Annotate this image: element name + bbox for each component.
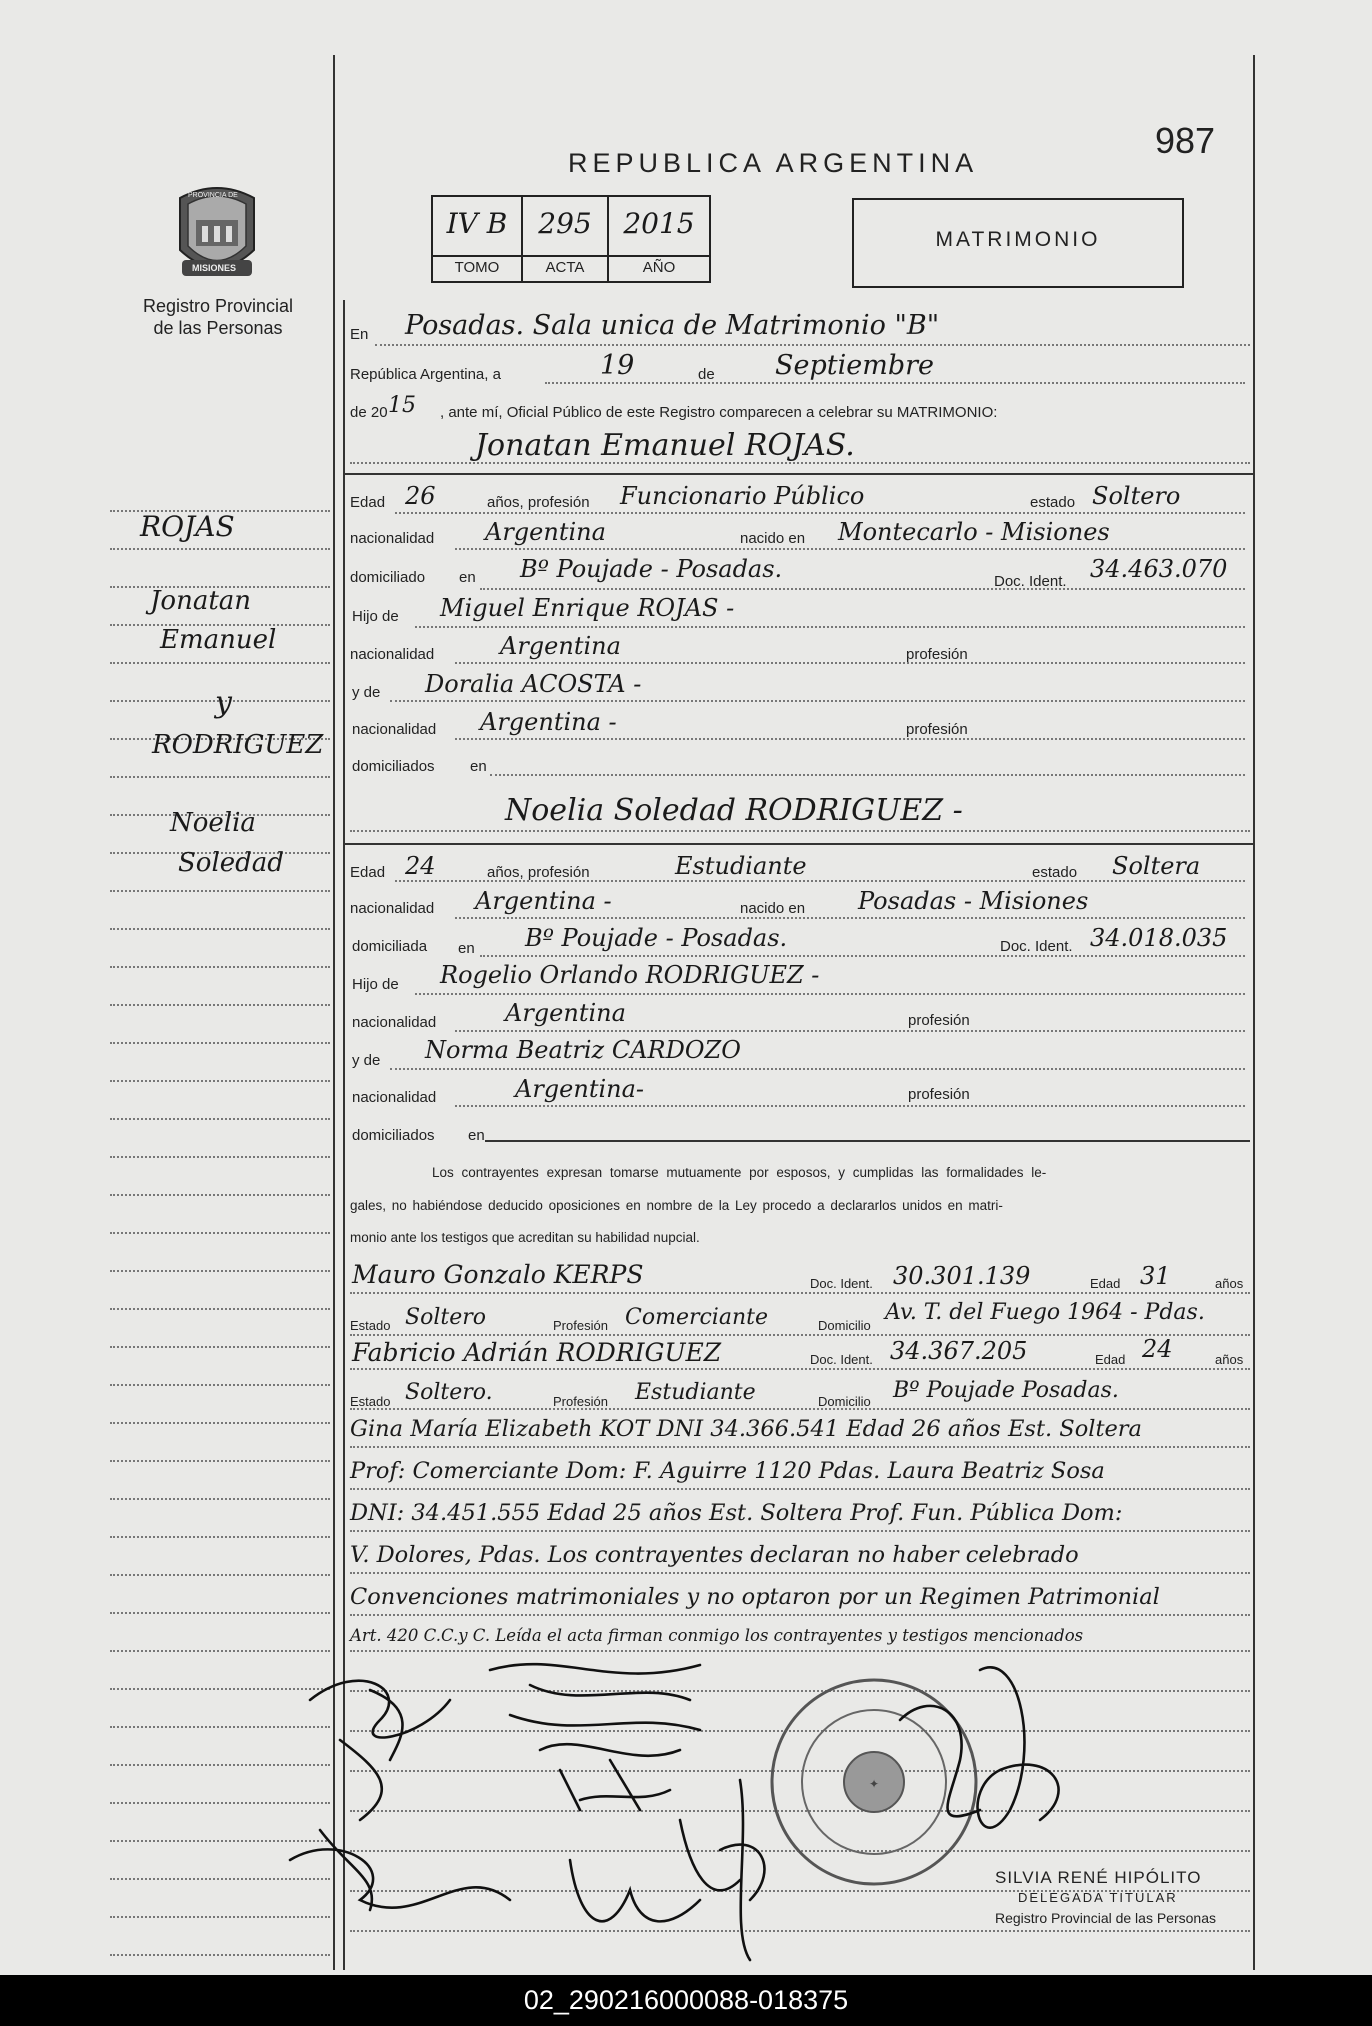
year-prefix: de 20 [350, 404, 388, 421]
groom-mother-nac-label: nacionalidad [352, 721, 437, 738]
country-title: REPUBLICA ARGENTINA [568, 148, 979, 178]
bride-domiciliados-label: domiciliados [352, 1127, 435, 1144]
groom-dom-value: Bº Poujade - Posadas. [520, 555, 783, 583]
bride-dom-en: en [458, 940, 475, 957]
groom-anos-label: años, profesión [487, 494, 590, 511]
bride-mother-nac-label: nacionalidad [352, 1089, 437, 1106]
notes-line5: Convenciones matrimoniales y no optaron por un Regimen Patrimonial [350, 1584, 1160, 1610]
witness1-prof-label: Profesión [553, 1318, 608, 1333]
witness1-edad: 31 [1140, 1262, 1171, 1290]
bride-dom-label: domiciliada [352, 938, 428, 955]
groom-nac-value: Argentina [485, 518, 606, 546]
bride-dom-value: Bº Poujade - Posadas. [525, 924, 788, 952]
declaration-line2: gales, no habiéndose deducido oposiciones en nombre de la Ley procedo a declararlos unidos en matri- [350, 1198, 1003, 1213]
witness2-estado: Soltero. [405, 1380, 493, 1405]
notes-line3: DNI: 34.451.555 Edad 25 años Est. Soltera Prof. Fun. Pública Dom: [350, 1500, 1123, 1526]
acta-value: 295 [538, 207, 592, 240]
groom-estado-label: estado [1030, 494, 1076, 511]
intro-text: , ante mí, Oficial Público de este Registro comparecen a celebrar su MATRIMONIO: [440, 404, 998, 421]
en-label: En [350, 326, 369, 343]
bride-profesion-value: Estudiante [675, 852, 807, 880]
bride-doc-value: 34.018.035 [1090, 924, 1228, 952]
groom-hijo-label: Hijo de [352, 608, 399, 625]
witness2-estado-label: Estado [350, 1394, 391, 1409]
bride-father-prof-label: profesión [908, 1012, 970, 1029]
groom-mother-prof-label: profesión [906, 721, 968, 738]
groom-nacido-value: Montecarlo - Misiones [838, 518, 1110, 546]
groom-nac-label: nacionalidad [350, 530, 435, 547]
tomo-value: IV B [446, 207, 508, 240]
groom-father: Miguel Enrique ROJAS - [440, 594, 735, 622]
act-number-box [431, 195, 711, 283]
margin-surname-groom: ROJAS [140, 510, 235, 543]
svg-text:✦: ✦ [868, 1777, 880, 1791]
witness2-edad-label: Edad [1095, 1352, 1126, 1367]
groom-domiciliados-en: en [470, 758, 487, 775]
bride-nac-value: Argentina - [475, 887, 612, 915]
groom-name: Jonatan Emanuel ROJAS. [475, 428, 855, 463]
day-value: 19 [600, 350, 635, 381]
bride-father: Rogelio Orlando RODRIGUEZ - [440, 961, 820, 989]
witness1-prof: Comerciante [625, 1305, 768, 1330]
witness1-estado-label: Estado [350, 1318, 391, 1333]
witness2-doc: 34.367.205 [890, 1337, 1028, 1365]
anio-value: 2015 [623, 207, 695, 240]
bride-mother-prof-label: profesión [908, 1086, 970, 1103]
witness2-dom: Bº Poujade Posadas. [893, 1378, 1119, 1403]
margin-middlename-groom: Emanuel [160, 625, 277, 655]
signatory-name: SILVIA RENÉ HIPÓLITO [995, 1868, 1202, 1887]
witness1-doc: 30.301.139 [893, 1262, 1031, 1290]
body-rule-right [1253, 55, 1255, 1970]
groom-profesion-value: Funcionario Público [620, 482, 865, 510]
declaration-line3: monio ante los testigos que acreditan su habilidad nupcial. [350, 1230, 700, 1245]
logo-text-bottom: MISIONES [192, 263, 237, 273]
registry-logo [172, 180, 262, 285]
margin-firstname-bride: Noelia [170, 808, 256, 838]
bride-estado-value: Soltera [1112, 852, 1201, 880]
bride-hijo-label: Hijo de [352, 976, 399, 993]
witness1-name: Mauro Gonzalo KERPS [352, 1260, 644, 1289]
anio-label: AÑO [642, 259, 676, 276]
margin-middlename-bride: Soledad [178, 848, 284, 878]
margin-conjunction: y [215, 685, 232, 720]
scan-id-footer: 02_290216000088-018375 [0, 1975, 1372, 2026]
witness1-doc-label: Doc. Ident. [810, 1276, 873, 1291]
groom-yde-label: y de [352, 684, 381, 701]
groom-doc-label: Doc. Ident. [994, 573, 1067, 590]
witness1-edad-label: Edad [1090, 1276, 1121, 1291]
document-type-box [852, 198, 1184, 288]
witness1-estado: Soltero [405, 1305, 486, 1330]
registry-name-line2: de las Personas [153, 318, 283, 338]
groom-estado-value: Soltero [1092, 482, 1181, 510]
groom-mother: Doralia ACOSTA - [425, 670, 642, 698]
acta-label: ACTA [545, 259, 585, 276]
witness2-edad: 24 [1142, 1335, 1173, 1363]
groom-doc-value: 34.463.070 [1090, 555, 1228, 583]
bride-edad-value: 24 [405, 852, 436, 880]
de-label: de [698, 366, 715, 383]
bride-edad-label: Edad [350, 864, 386, 881]
witness1-dom: Av. T. del Fuego 1964 - Pdas. [885, 1300, 1205, 1325]
signatory-title: DELEGADA TITULAR [1018, 1890, 1178, 1905]
groom-dom-label: domiciliado [350, 569, 426, 586]
document-type: MATRIMONIO [935, 228, 1101, 251]
groom-mother-nac: Argentina - [480, 708, 617, 736]
page-number: 987 [1155, 120, 1216, 161]
signatory-org: Registro Provincial de las Personas [995, 1910, 1216, 1926]
registry-name-line1: Registro Provincial [142, 296, 294, 316]
notes-line4: V. Dolores, Pdas. Los contrayentes declaran no haber celebrado [350, 1542, 1079, 1568]
notes-line2: Prof: Comerciante Dom: F. Aguirre 1120 Pdas. Laura Beatriz Sosa [350, 1458, 1105, 1484]
margin-surname-bride: RODRIGUEZ [152, 730, 324, 760]
notes-line6: Art. 420 C.C.y C. Leída el acta firman conmigo los contrayentes y testigos mencionados [350, 1626, 1084, 1645]
notes-line1: Gina María Elizabeth KOT DNI 34.366.541 Edad 26 años Est. Soltera [350, 1416, 1142, 1442]
groom-edad-label: Edad [350, 494, 386, 511]
year-value: 15 [388, 393, 416, 418]
witness2-name: Fabricio Adrián RODRIGUEZ [352, 1338, 722, 1367]
bride-domiciliados-en: en [468, 1127, 485, 1144]
bride-nacido-label: nacido en [740, 900, 806, 917]
witness2-prof: Estudiante [635, 1380, 756, 1405]
witness1-anos: años [1215, 1276, 1244, 1291]
bride-doc-label: Doc. Ident. [1000, 938, 1073, 955]
bride-nacido-value: Posadas - Misiones [858, 887, 1089, 915]
bride-name: Noelia Soledad RODRIGUEZ - [505, 793, 963, 828]
logo-text-top: PROVINCIA DE [188, 192, 238, 199]
witness2-doc-label: Doc. Ident. [810, 1352, 873, 1367]
witness1-dom-label: Domicilio [818, 1318, 871, 1333]
bride-father-nac: Argentina [505, 999, 626, 1027]
margin-firstname-groom: Jonatan [150, 586, 252, 616]
month-value: Septiembre [775, 350, 934, 381]
witness2-dom-label: Domicilio [818, 1394, 871, 1409]
republica-label: República Argentina, a [350, 366, 501, 383]
place-value: Posadas. Sala unica de Matrimonio "B" [405, 310, 940, 341]
declaration-line1: Los contrayentes expresan tomarse mutuamente por esposos, y cumplidas las formalidades le- [432, 1165, 1047, 1180]
groom-domiciliados-label: domiciliados [352, 758, 435, 775]
groom-father-nac: Argentina [500, 632, 621, 660]
groom-father-nac-label: nacionalidad [350, 646, 435, 663]
bride-yde-label: y de [352, 1052, 381, 1069]
bride-father-nac-label: nacionalidad [352, 1014, 437, 1031]
witness2-anos: años [1215, 1352, 1244, 1367]
bride-mother-nac: Argentina- [515, 1075, 645, 1103]
bride-mother: Norma Beatriz CARDOZO [425, 1036, 741, 1064]
witness2-prof-label: Profesión [553, 1394, 608, 1409]
groom-edad-value: 26 [405, 482, 436, 510]
bride-anos-label: años, profesión [487, 864, 590, 881]
bride-nac-label: nacionalidad [350, 900, 435, 917]
groom-father-prof-label: profesión [906, 646, 968, 663]
groom-nacido-label: nacido en [740, 530, 806, 547]
bride-estado-label: estado [1032, 864, 1078, 881]
tomo-label: TOMO [454, 259, 500, 276]
groom-dom-en: en [459, 569, 476, 586]
